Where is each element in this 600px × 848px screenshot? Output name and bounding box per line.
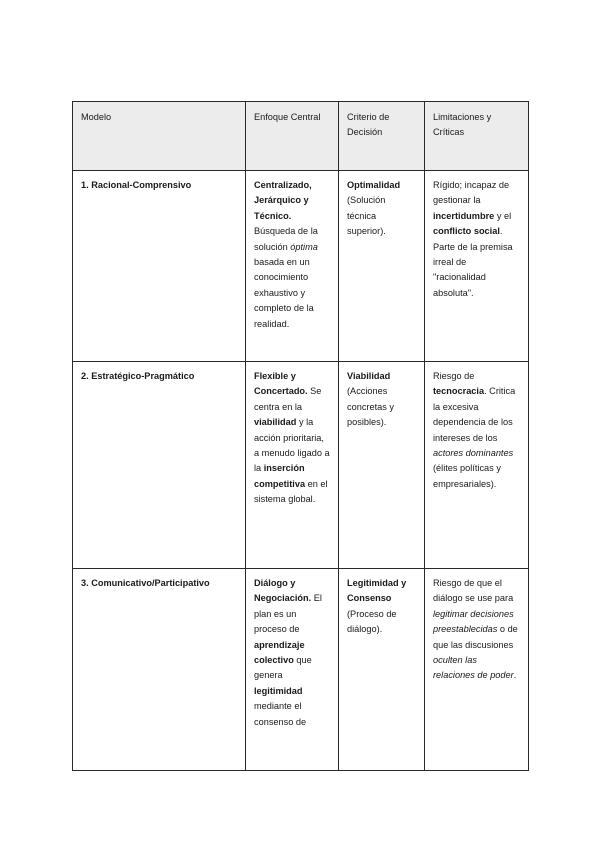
bold-text: incertidumbre bbox=[433, 210, 495, 221]
bold-text: aprendizaje colectivo bbox=[254, 639, 305, 666]
text-segment: . Parte de la premisa irreal de "racionalidad absoluta". bbox=[433, 226, 513, 298]
text-segment: mediante el consenso de bbox=[254, 701, 307, 727]
table-header-row bbox=[73, 102, 529, 171]
cell-modelo: 1. Racional-Comprensivo bbox=[73, 171, 246, 362]
bold-text: conflicto social bbox=[433, 226, 500, 237]
text-segment: (Solución técnica superior). bbox=[347, 195, 386, 237]
models-comparison-table bbox=[72, 101, 529, 771]
header-modelo: Modelo bbox=[73, 102, 246, 171]
text-segment: Riesgo de bbox=[433, 371, 475, 381]
header-criterio-decision: Criterio de Decisión bbox=[339, 102, 425, 171]
italic-text: oculten las relaciones de poder bbox=[433, 655, 514, 681]
text-segment: (Proceso de diálogo). bbox=[347, 608, 397, 635]
cell-criterio bbox=[339, 171, 425, 362]
text-segment: Búsqueda de la solución bbox=[254, 226, 318, 252]
text-segment: Riesgo de que el diálogo se use para bbox=[433, 578, 514, 604]
italic-text: legitimar decisiones preestablecidas bbox=[433, 608, 514, 635]
text-segment: y la acción prioritaria, a menudo ligado a la bbox=[254, 417, 330, 474]
cell-modelo: 2. Estratégico-Pragmático bbox=[73, 362, 246, 569]
header-enfoque-central: Enfoque Central bbox=[246, 102, 339, 171]
text-segment: en el sistema global. bbox=[254, 478, 328, 505]
bold-text: Legitimidad y Consenso bbox=[347, 578, 407, 604]
bold-text: Centralizado, Jerárquico y Técnico. bbox=[254, 180, 312, 221]
header-limitaciones-criticas: Limitaciones y Críticas bbox=[425, 102, 529, 171]
text-segment: . bbox=[513, 670, 517, 681]
bold-text: inserción competitiva bbox=[254, 463, 306, 489]
cell-limitaciones bbox=[425, 362, 529, 569]
bold-text: tecnocracia bbox=[433, 386, 485, 397]
text-segment: (Acciones concretas y posibles). bbox=[347, 386, 394, 428]
bold-text: viabilidad bbox=[254, 417, 297, 428]
text-segment: Rígido; incapaz de gestionar la bbox=[433, 180, 510, 206]
italic-text: óptima bbox=[290, 241, 318, 252]
text-segment: Se centra en la bbox=[254, 386, 322, 412]
text-segment: basada en un conocimiento exhaustivo y completo de la realidad. bbox=[254, 257, 314, 329]
cell-criterio bbox=[339, 569, 425, 771]
cell-criterio bbox=[339, 362, 425, 569]
cell-limitaciones bbox=[425, 569, 529, 771]
cell-enfoque bbox=[246, 171, 339, 362]
text-segment: o de que las discusiones bbox=[433, 624, 518, 650]
bold-text: Viabilidad bbox=[347, 371, 391, 381]
text-segment: El plan es un proceso de bbox=[254, 593, 322, 635]
text-segment: (élites políticas y empresariales). bbox=[433, 463, 501, 489]
italic-text: actores dominantes bbox=[433, 448, 514, 459]
table-row bbox=[73, 171, 529, 362]
bold-text: Diálogo y Negociación. bbox=[254, 578, 312, 604]
cell-enfoque bbox=[246, 362, 339, 569]
table-row bbox=[73, 362, 529, 569]
text-segment: y el bbox=[494, 210, 512, 221]
bold-text: legitimidad bbox=[254, 685, 303, 696]
cell-enfoque bbox=[246, 569, 339, 771]
text-segment: . Critica la excesiva dependencia de los intereses de los bbox=[433, 386, 516, 443]
bold-text: Optimalidad bbox=[347, 180, 401, 190]
cell-limitaciones bbox=[425, 171, 529, 362]
text-segment: que genera bbox=[254, 655, 312, 681]
cell-modelo: 3. Comunicativo/Participativo bbox=[73, 569, 246, 771]
table-row bbox=[73, 569, 529, 771]
bold-text: Flexible y Concertado. bbox=[254, 371, 308, 397]
